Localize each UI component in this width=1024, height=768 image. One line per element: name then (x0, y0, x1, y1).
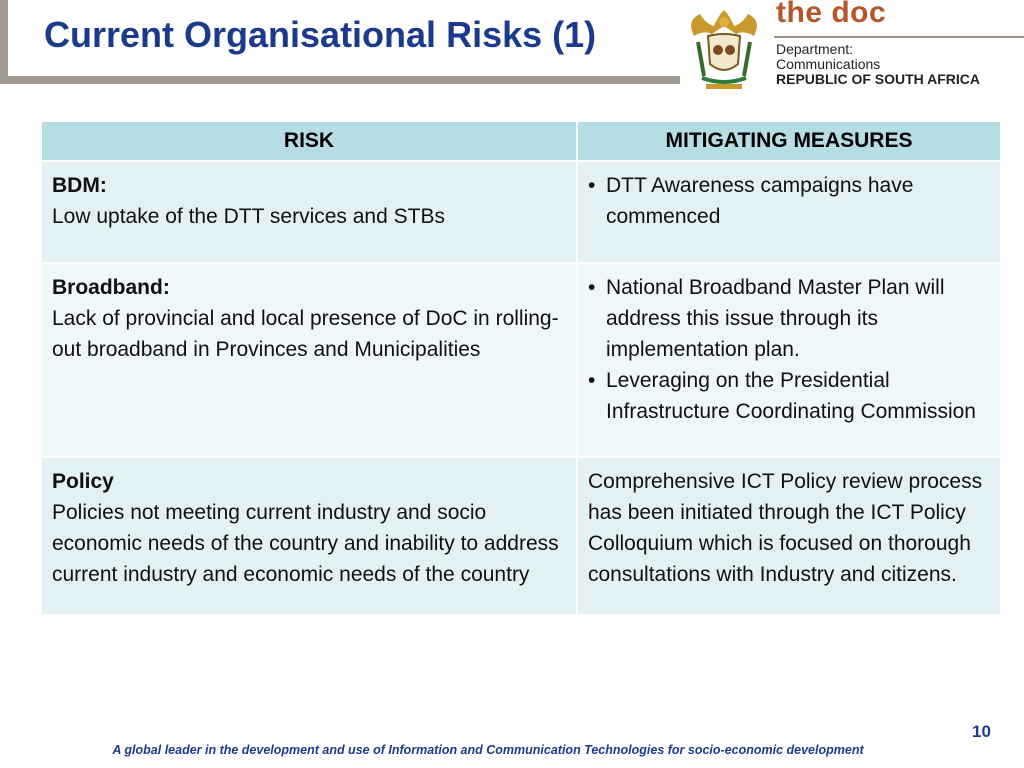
list-item: • Leveraging on the Presidential Infrastructure Coordinating Commission (588, 365, 990, 427)
list-item: • National Broadband Master Plan will address this issue through its implementation plan. (588, 272, 990, 365)
table-row (41, 263, 1001, 457)
risk-text: Lack of provincial and local presence of DoC in rolling-out broadband in Provinces and Municipalities (52, 307, 559, 361)
measures-cell (577, 457, 1001, 615)
risk-title: Policy (52, 470, 114, 493)
table-row (41, 161, 1001, 263)
measures-list (588, 170, 990, 232)
risk-text: Low uptake of the DTT services and STBs (52, 205, 445, 228)
title-bar (0, 0, 680, 84)
risks-table (40, 120, 1002, 616)
header-mitigating-measures: MITIGATING MEASURES (577, 121, 1001, 161)
measures-cell (577, 263, 1001, 457)
header-risk: RISK (41, 121, 577, 161)
brand-the: the (776, 0, 823, 29)
risk-cell (41, 161, 577, 263)
risk-cell (41, 263, 577, 457)
table-row (41, 457, 1001, 615)
measures-list (588, 272, 990, 427)
footer-tagline: A global leader in the development and use of Information and Communication Technologies for socio-economic development (112, 743, 864, 757)
risk-cell (41, 457, 577, 615)
risk-title: Broadband: (52, 276, 170, 299)
page-number: 10 (972, 722, 991, 741)
department-logo (684, 0, 1024, 96)
dept-line-3: REPUBLIC OF SOUTH AFRICA (776, 71, 981, 87)
brand-divider (774, 36, 1024, 38)
department-text (776, 42, 980, 87)
risk-title: BDM: (52, 174, 107, 197)
dept-line-2: Communications (776, 56, 881, 72)
measures-cell (577, 161, 1001, 263)
dept-line-1: Department: (776, 41, 854, 57)
list-item: • DTT Awareness campaigns have commenced (588, 170, 990, 232)
brand-wordmark (776, 0, 886, 30)
table-header-row (41, 121, 1001, 161)
risk-text: Policies not meeting current industry and socio economic needs of the country and inability to address current industry and economic needs of the country (52, 501, 559, 586)
brand-doc: doc (831, 0, 887, 29)
page-title: Current Organisational Risks (1) (44, 14, 597, 55)
coat-of-arms-icon (684, 6, 764, 92)
measures-text: Comprehensive ICT Policy review process has been initiated through the ICT Policy Colloquium which is focused on thorough consultations with Industry and citizens. (588, 470, 983, 586)
